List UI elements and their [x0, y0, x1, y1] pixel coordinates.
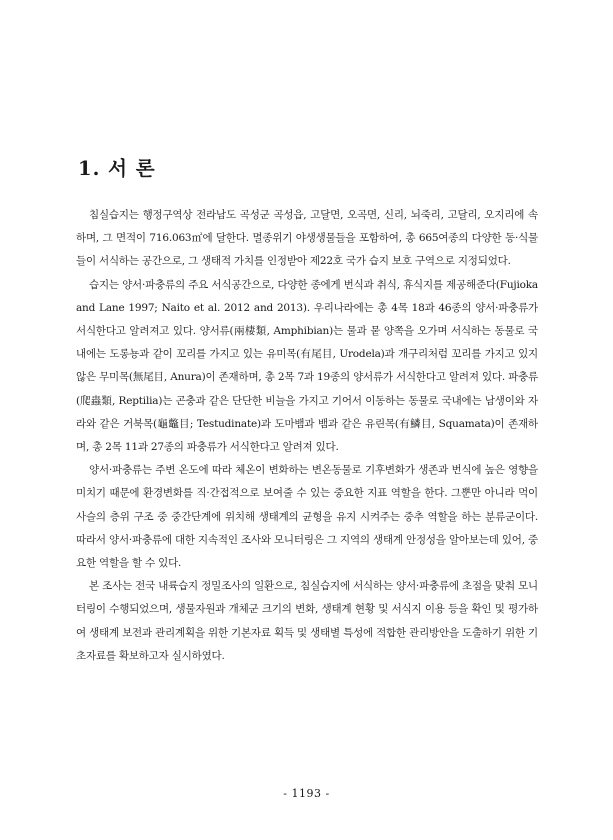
paragraph-herpetofauna-habitat: 습지는 양서·파충류의 주요 서식공간으로, 다양한 종에게 번식과 취식, 휴식지를 제공해준다(Fujioka and Lane 1997; Naito et al. 2012 and 2013). 우리나라에는 총 4목 18과 46종의 양서·파충류가 서식한다고 알려져고 있다. 양서류(兩棲類, Amphibian)는 물과 뭍 양쪽을 오가며 서식하는 동물로 국내에는 도롱뇽과 같이 꼬리를 가지고 있는 유미목(有尾目, Urodela)과 개구리처럼 꼬리를 가지고 있지 않은 무미목(無尾目, Anura)이 존재하며, 총 2목 7과 19종의 양서류가 서식한다고 알려져 있다. 파충류(爬蟲類, Reptilia)는 곤충과 같은 단단한 비늘을 가지고 기어서 이동하는 동물로 국내에는 남생이와 자라와 같은 거북목(龜鼈目; Testudinate)과 도마뱀과 뱀과 같은 유린목(有鱗目, Squamata)이 존재하며, 총 2목 11과 27종의 파충류가 서식한다고 알려져 있다. [76, 278, 538, 454]
section-heading: 1. 서 론 [78, 157, 156, 180]
paragraph-survey-purpose: 본 조사는 전국 내륙습지 정밀조사의 일환으로, 침실습지에 서식하는 양서·파충류에 초점을 맞춰 모니터링이 수행되었으며, 생물자원과 개체군 크기의 변화, 생태계 현황 및 서식지 이용 등을 확인 및 평가하여 생태계 보전과 관리계획을 위한 기본자료 획득 및 생태별 특성에 적합한 관리방안을 도출하기 위한 기초자료를 확보하고자 실시하였다. [76, 580, 538, 662]
paragraph-site-description: 침실습지는 행정구역상 전라남도 곡성군 곡성읍, 고달면, 오곡면, 신리, 뇌죽리, 고달리, 오지리에 속하며, 그 면적이 716.063㎡에 달한다. 멸종위기 야생생물들을 포함하여, 총 665여종의 다양한 동·식물들이 서식하는 공간으로, 그 생태적 가치를 인정받아 제22호 국가 습지 보호 구역으로 지정되었다. [76, 209, 538, 268]
body-text [76, 204, 538, 668]
paragraph-indicator-role: 양서·파충류는 주변 온도에 따라 체온이 변화하는 변온동물로 기후변화가 생존과 번식에 높은 영향을 미치기 때문에 환경변화를 직·간접적으로 보여줄 수 있는 중요한 지표 역할을 한다. 그뿐만 아니라 먹이사슬의 층위 구조 중 중간단계에 위치해 생태계의 균형을 유지 시켜주는 중추 역할을 하는 분류군이다. 따라서 양서·파충류에 대한 지속적인 조사와 모니터링은 그 지역의 생태계 안정성을 알아보는데 있어, 중요한 역할을 할 수 있다. [76, 464, 538, 570]
page-number: - 1193 - [283, 787, 330, 800]
